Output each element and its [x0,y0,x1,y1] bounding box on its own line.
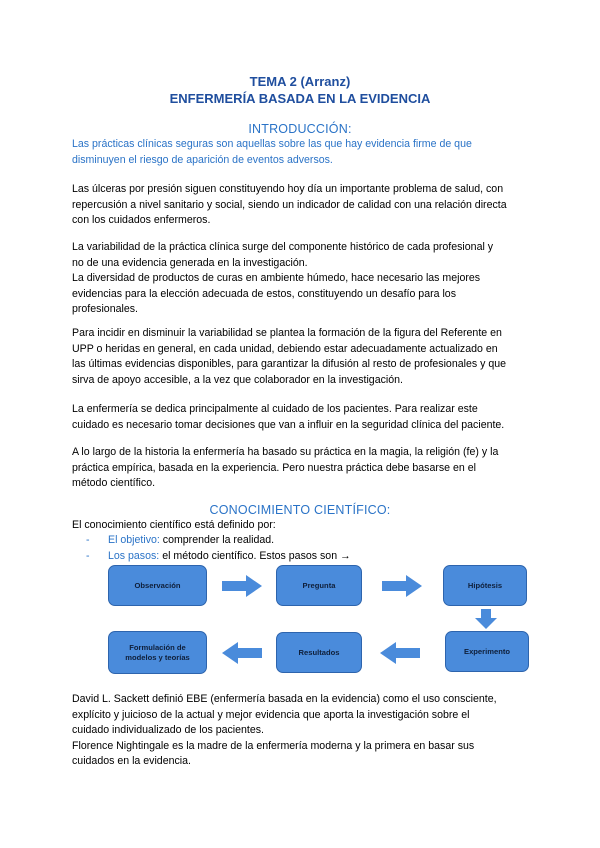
paragraph-sackett [72,692,534,770]
text-line: cuidado individualizado de los pacientes. [72,724,264,737]
bullet-list [86,533,516,564]
bullet-label: El objetivo: [108,534,160,546]
text-line: profesionales. [72,303,138,316]
step-resultados: Resultados [276,632,362,673]
text-line: cuidado es necesario tomar decisiones que van a influir en la seguridad clínica del paciente. [72,418,505,431]
text-line: disminuyen el riesgo de aparición de eventos adversos. [72,153,333,166]
text-line: A lo largo de la historia la enfermería ha basado su práctica en la magia, la religión (fe) y la [72,446,499,458]
step-hipotesis: Hipótesis [443,565,527,606]
text-line: UPP o heridas en general, en cada unidad, debiendo estar adecuadamente actualizado en [72,342,498,355]
text-line: con los cuidados enfermeros. [72,214,211,227]
text-line: La variabilidad de la práctica clínica surge del componente histórico de cada profesional y [72,241,494,253]
bullet-label: Los pasos: [108,549,160,562]
text-line: no de una evidencia generada en la investigación. [72,256,308,269]
step-observacion: Observación [108,565,207,606]
text-line: práctica empírica, basada en la experiencia. Pero nuestra práctica debe basarse en el [72,461,476,474]
paragraph-variabilidad [72,240,534,318]
text-line: cuidados en la evidencia. [72,755,191,768]
bullet-dash: - [86,549,90,562]
arrow-left-icon [222,642,262,664]
step-pregunta: Pregunta [276,565,362,606]
paragraph-ulceras [72,182,534,229]
bullet-text: el método científico. Estos pasos son → [159,549,351,562]
definition-line: El conocimiento científico está definido por: [72,519,276,531]
text-line: Para incidir en disminuir la variabilidad se plantea la formación de la figura del Referente en [72,327,502,339]
doc-title-topic: TEMA 2 (Arranz) [249,74,351,89]
step-experimento: Experimento [445,631,529,672]
text-line: sirva de apoyo accesible, a la vez que colaborador en la investigación. [72,373,403,386]
text-line: La diversidad de productos de curas en ambiente húmedo, hace necesario las mejores [72,272,481,285]
bullet-text: comprender la realidad. [159,534,275,546]
text-line: Las prácticas clínicas seguras son aquellas sobre las que hay evidencia firme de que [72,138,472,150]
text-line: explícito y juicioso de la actual y mejor evidencia que aporta la investigación sobre el [72,708,470,721]
text-line: Las úlceras por presión siguen constituyendo hoy día un importante problema de salud, con [72,183,504,195]
list-item [86,533,516,549]
arrow-right-icon [222,575,262,597]
arrow-right-icon [382,575,422,597]
doc-title-main: ENFERMERÍA BASADA EN LA EVIDENCIA [169,91,431,106]
paragraph-referente [72,326,534,388]
paragraph-historia [72,445,534,492]
paragraph-enfermeria [72,402,534,433]
text-line: Florence Nightingale es la madre de la enfermería moderna y la primera en basar sus [72,739,475,752]
bullet-dash: - [86,534,90,546]
list-item [86,549,516,565]
text-line: método científico. [72,477,156,490]
section-heading-conocimiento: CONOCIMIENTO CIENTÍFICO: [209,503,391,517]
text-line: David L. Sackett definió EBE (enfermería basada en la evidencia) como el uso consciente, [72,693,497,705]
section-heading-introduccion: INTRODUCCIÓN: [248,122,352,136]
arrow-left-icon [380,642,420,664]
step-formulacion: Formulación de modelos y teorías [108,631,207,674]
text-line: repercusión a nivel sanitario y social, siendo un indicador de calidad con una relación directa [72,198,507,211]
text-line: evidencias para la elección adecuada de estos, constituyendo un desafío para los [72,287,456,300]
text-line: las últimas evidencias disponibles, para garantizar la difusión al resto de profesionales y que [72,358,507,371]
text-line: La enfermería se dedica principalmente al cuidado de los pacientes. Para realizar este [72,403,478,415]
arrow-down-icon [475,609,497,629]
intro-lead-paragraph [72,137,534,168]
